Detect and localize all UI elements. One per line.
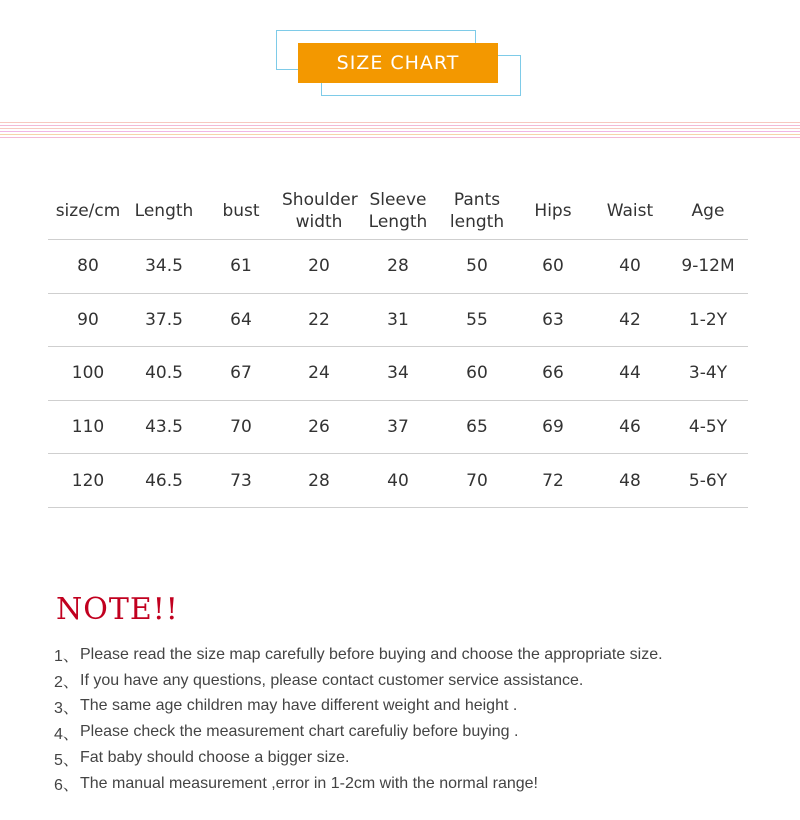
- table-cell: 31: [387, 309, 409, 330]
- note-text: The manual measurement ,error in 1-2cm with the normal range!: [80, 774, 538, 792]
- table-cell: 9-12M: [681, 256, 735, 277]
- table-cell: 40: [619, 256, 641, 277]
- table-cell: 110: [71, 417, 105, 438]
- table-cell: 48: [619, 470, 641, 491]
- table-body: [48, 240, 748, 508]
- column-header: [440, 189, 514, 233]
- table-cell: 64: [230, 309, 252, 330]
- table-cell: 61: [230, 256, 252, 277]
- note-text: Please read the size map carefully before buying and choose the appropriate size.: [80, 645, 663, 663]
- column-header: [592, 200, 668, 222]
- table-cell: 70: [466, 470, 488, 491]
- table-cell: 55: [466, 309, 488, 330]
- column-header-line: Length: [368, 211, 428, 232]
- stripe-line: [0, 134, 800, 135]
- note-text: Please check the measurement chart carefuliy before buying .: [80, 723, 519, 741]
- note-item: [54, 694, 774, 720]
- table-row: [48, 401, 748, 455]
- column-header-line: width: [295, 211, 343, 232]
- column-header-line: Sleeve: [369, 189, 427, 210]
- table-cell: 67: [230, 363, 252, 384]
- column-header-line: size/cm: [55, 200, 121, 221]
- table-cell: 100: [71, 363, 105, 384]
- table-header-row: [48, 182, 748, 240]
- stripe-line: [0, 128, 800, 129]
- size-chart-badge: SIZE CHART: [298, 43, 498, 83]
- column-header-line: Age: [691, 200, 725, 221]
- stripe-line: [0, 125, 800, 126]
- note-item: [54, 719, 774, 745]
- table-row: [48, 240, 748, 294]
- note-item: [54, 771, 774, 797]
- column-header: [668, 200, 748, 222]
- column-header-line: Waist: [606, 200, 654, 221]
- table-cell: 37: [387, 417, 409, 438]
- table-cell: 1-2Y: [688, 309, 728, 330]
- table-cell: 42: [619, 309, 641, 330]
- table-row: [48, 347, 748, 401]
- table-cell: 66: [542, 363, 564, 384]
- table-row: [48, 294, 748, 348]
- stripe-line: [0, 131, 800, 132]
- table-cell: 28: [308, 470, 330, 491]
- table-cell: 60: [466, 363, 488, 384]
- note-item: [54, 642, 774, 668]
- table-row: [48, 454, 748, 508]
- table-cell: 22: [308, 309, 330, 330]
- note-text: Fat baby should choose a bigger size.: [80, 749, 350, 767]
- note-text: If you have any questions, please contact customer service assistance.: [80, 671, 584, 689]
- column-header: [48, 200, 128, 222]
- table-cell: 26: [308, 417, 330, 438]
- note-number: 3、: [54, 699, 79, 717]
- table-cell: 34.5: [145, 256, 183, 277]
- notes-list: [54, 642, 774, 797]
- table-cell: 60: [542, 256, 564, 277]
- note-number: 2、: [54, 674, 79, 692]
- column-header-line: Pants: [453, 189, 501, 210]
- column-header: [514, 200, 592, 222]
- table-cell: 40: [387, 470, 409, 491]
- table-cell: 46: [619, 417, 641, 438]
- note-number: 5、: [54, 751, 79, 769]
- column-header-line: Shoulder: [282, 189, 358, 210]
- stripe-line: [0, 137, 800, 138]
- table-cell: 120: [71, 470, 105, 491]
- column-header: [200, 200, 282, 222]
- size-table: [48, 182, 748, 508]
- table-cell: 90: [77, 309, 99, 330]
- note-title: NOTE!!: [56, 592, 179, 627]
- table-cell: 46.5: [145, 470, 183, 491]
- table-cell: 28: [387, 256, 409, 277]
- column-header: [282, 189, 356, 233]
- table-cell: 80: [77, 256, 99, 277]
- table-cell: 69: [542, 417, 564, 438]
- table-cell: 63: [542, 309, 564, 330]
- note-item: [54, 745, 774, 771]
- column-header-line: Hips: [534, 200, 572, 221]
- table-cell: 3-4Y: [688, 363, 728, 384]
- column-header: [128, 200, 200, 222]
- note-number: 4、: [54, 725, 79, 743]
- table-cell: 50: [466, 256, 488, 277]
- stripe-line: [0, 122, 800, 123]
- table-cell: 4-5Y: [688, 417, 728, 438]
- table-cell: 5-6Y: [688, 470, 728, 491]
- note-number: 6、: [54, 777, 79, 795]
- column-header-line: length: [449, 211, 505, 232]
- table-cell: 73: [230, 470, 252, 491]
- column-header-line: bust: [222, 200, 260, 221]
- column-header-line: Length: [134, 200, 194, 221]
- table-cell: 40.5: [145, 363, 183, 384]
- table-cell: 43.5: [145, 417, 183, 438]
- table-cell: 65: [466, 417, 488, 438]
- note-item: [54, 668, 774, 694]
- table-cell: 24: [308, 363, 330, 384]
- table-cell: 44: [619, 363, 641, 384]
- note-text: The same age children may have different weight and height .: [80, 697, 518, 715]
- table-cell: 20: [308, 256, 330, 277]
- table-cell: 34: [387, 363, 409, 384]
- table-cell: 70: [230, 417, 252, 438]
- column-header: [356, 189, 440, 233]
- note-number: 1、: [54, 648, 79, 666]
- table-cell: 37.5: [145, 309, 183, 330]
- table-cell: 72: [542, 470, 564, 491]
